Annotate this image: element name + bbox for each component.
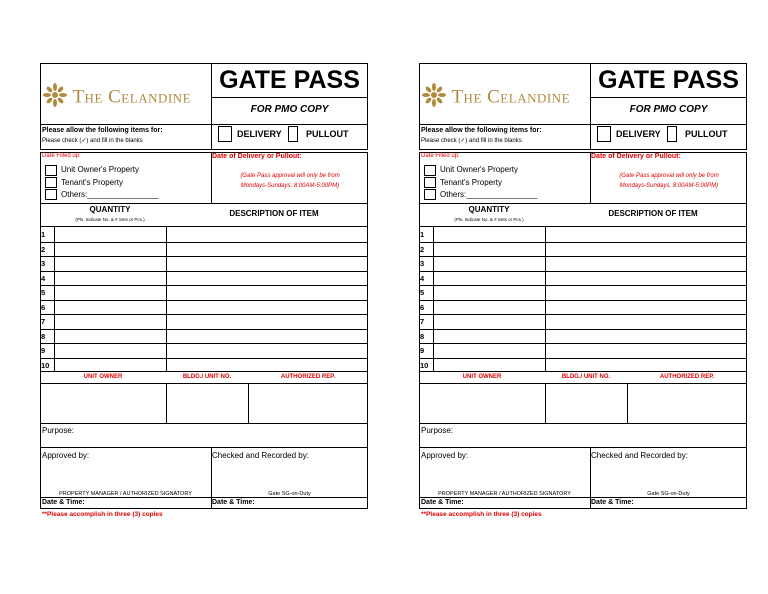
footer-note: **Please accomplish in three (3) copies [421,511,542,518]
description-cell[interactable] [167,227,367,242]
quantity-cell[interactable] [434,285,544,300]
description-cell[interactable] [546,285,746,300]
quantity-cell[interactable] [434,256,544,271]
description-cell[interactable] [546,329,746,344]
description-cell[interactable] [167,358,367,373]
row-number: 2 [420,244,425,254]
owner-property-checkbox[interactable] [45,165,57,176]
row-number: 5 [41,288,46,297]
row-number: 7 [420,317,425,326]
instructions-line2: Please check (✓) and fill in the blanks [42,138,143,144]
quantity-cell[interactable] [434,271,544,286]
description-cell[interactable] [546,343,746,358]
row-number: 1 [420,230,425,239]
delivery-label: DELIVERY [237,129,282,139]
row-number: 3 [41,259,46,268]
form-title: GATE PASS [219,66,360,94]
row-number: 6 [420,302,425,312]
bldg-unit-header: BLDG./ UNIT NO. [561,374,611,380]
others-label: Others:________________ [61,190,159,199]
gate-sg-label: Gate SG-on-Duty [647,491,690,497]
quantity-cell[interactable] [434,329,544,344]
signatory-row[interactable] [40,384,368,424]
unit-owner-header: UNIT OWNER [83,374,123,380]
property-manager-label: PROPERTY MANAGER / AUTHORIZED SIGNATORY [59,491,192,497]
date-time-label-left: Date & Time: [42,499,85,506]
row-number: 10 [41,360,50,370]
property-manager-label: PROPERTY MANAGER / AUTHORIZED SIGNATORY [438,491,571,497]
row-number: 9 [41,346,46,355]
quantity-cell[interactable] [55,300,165,315]
purpose-box[interactable] [40,424,368,448]
quantity-cell[interactable] [434,343,544,358]
approval-note-line2: Mondays-Sundays, 8:00AM-5:00PM) [619,183,719,189]
row-number: 2 [41,244,46,254]
row-number: 3 [420,259,425,268]
tenant-property-checkbox[interactable] [424,177,436,188]
pullout-checkbox[interactable] [667,126,677,142]
tenant-property-checkbox[interactable] [45,177,57,188]
brand-name: The Celandine [72,86,192,108]
description-cell[interactable] [546,256,746,271]
pullout-checkbox[interactable] [288,126,298,142]
description-cell[interactable] [546,358,746,373]
description-cell[interactable] [167,314,367,329]
quantity-cell[interactable] [55,314,165,329]
authorized-rep-header: AUTHORIZED REP. [280,374,336,380]
description-cell[interactable] [167,285,367,300]
others-checkbox[interactable] [45,189,57,200]
description-cell[interactable] [167,271,367,286]
row-number: 1 [41,230,46,239]
description-cell[interactable] [546,227,746,242]
instructions-line2: Please check (✓) and fill in the blanks [421,138,522,144]
row-number: 9 [420,346,425,355]
others-label: Others:________________ [440,190,538,199]
brand-name: The Celandine [451,86,571,108]
tenant-property-label: Tenant's Property [440,178,503,187]
row-number: 4 [41,273,46,283]
description-header: DESCRIPTION OF ITEM [608,209,698,218]
quantity-cell[interactable] [55,358,165,373]
row-number: 7 [41,317,46,326]
quantity-cell[interactable] [434,358,544,373]
quantity-cell[interactable] [55,343,165,358]
date-delivery-label: Date of Delivery or Pullout: [591,153,681,160]
purpose-label: Purpose: [421,426,454,435]
purpose-label: Purpose: [42,426,75,435]
description-cell[interactable] [546,300,746,315]
description-header: DESCRIPTION OF ITEM [229,209,319,218]
others-checkbox[interactable] [424,189,436,200]
row-number: 8 [420,331,425,341]
approved-by-label: Approved by: [421,451,469,460]
quantity-subheader: (Pls. Indicate No. & # Sets or Pcs.) [75,217,145,222]
unit-owner-header: UNIT OWNER [462,374,502,380]
date-delivery-label: Date of Delivery or Pullout: [212,153,302,160]
owner-property-label: Unit Owner's Property [61,165,139,174]
description-cell[interactable] [546,314,746,329]
approval-note-line1: (Gate Pass approval will only be from [240,173,340,179]
date-filled-label: Date Filled up: [42,153,81,159]
quantity-cell[interactable] [55,256,165,271]
date-time-label-left: Date & Time: [421,499,464,506]
flower-ornament-icon [42,83,68,112]
row-number: 6 [41,302,46,312]
brand-logo [42,83,191,112]
description-cell[interactable] [546,242,746,257]
approval-note-line2: Mondays-Sundays, 8:00AM-5:00PM) [240,183,340,189]
date-time-label-right: Date & Time: [591,499,634,506]
description-cell[interactable] [167,256,367,271]
bldg-unit-header: BLDG./ UNIT NO. [182,374,232,380]
footer-note: **Please accomplish in three (3) copies [42,511,163,518]
quantity-subheader: (Pls. Indicate No. & # Sets or Pcs.) [454,217,524,222]
description-cell[interactable] [546,271,746,286]
quantity-cell[interactable] [55,242,165,257]
row-number: 5 [420,288,425,297]
owner-property-label: Unit Owner's Property [440,165,518,174]
quantity-cell[interactable] [55,227,165,242]
quantity-header: QUANTITY [468,205,510,214]
quantity-cell[interactable] [434,227,544,242]
quantity-cell[interactable] [55,271,165,286]
signatory-row[interactable] [419,384,747,424]
copy-label: FOR PMO COPY [250,104,329,115]
form-title: GATE PASS [598,66,739,94]
description-cell[interactable] [167,329,367,344]
approved-by-label: Approved by: [42,451,90,460]
row-number: 4 [420,273,425,283]
quantity-cell[interactable] [434,242,544,257]
brand-logo [421,83,570,112]
date-time-label-right: Date & Time: [212,499,255,506]
quantity-cell[interactable] [55,285,165,300]
delivery-checkbox[interactable] [597,126,611,142]
row-number: 8 [41,331,46,341]
delivery-label: DELIVERY [616,129,661,139]
owner-property-checkbox[interactable] [424,165,436,176]
authorized-rep-header: AUTHORIZED REP. [659,374,715,380]
pullout-label: PULLOUT [306,129,349,139]
gate-pass-form-left [40,63,368,518]
flower-ornament-icon [421,83,447,112]
description-cell[interactable] [167,300,367,315]
quantity-header: QUANTITY [89,205,131,214]
delivery-checkbox[interactable] [218,126,232,142]
date-time-row [40,498,368,509]
purpose-box[interactable] [419,424,747,448]
approval-note-line1: (Gate Pass approval will only be from [619,173,719,179]
date-filled-label: Date Filled up: [421,153,460,159]
pullout-label: PULLOUT [685,129,728,139]
quantity-cell[interactable] [55,329,165,344]
checked-by-label: Checked and Recorded by: [212,451,309,460]
row-number: 10 [420,360,429,370]
tenant-property-label: Tenant's Property [61,178,124,187]
quantity-cell[interactable] [434,314,544,329]
description-cell[interactable] [167,343,367,358]
date-time-row [419,498,747,509]
gate-sg-label: Gate SG-on-Duty [268,491,311,497]
description-cell[interactable] [167,242,367,257]
checked-by-label: Checked and Recorded by: [591,451,688,460]
gate-pass-form-right [419,63,747,518]
quantity-cell[interactable] [434,300,544,315]
instructions-line1: Please allow the following items for: [42,127,163,134]
copy-label: FOR PMO COPY [629,104,708,115]
instructions-line1: Please allow the following items for: [421,127,542,134]
